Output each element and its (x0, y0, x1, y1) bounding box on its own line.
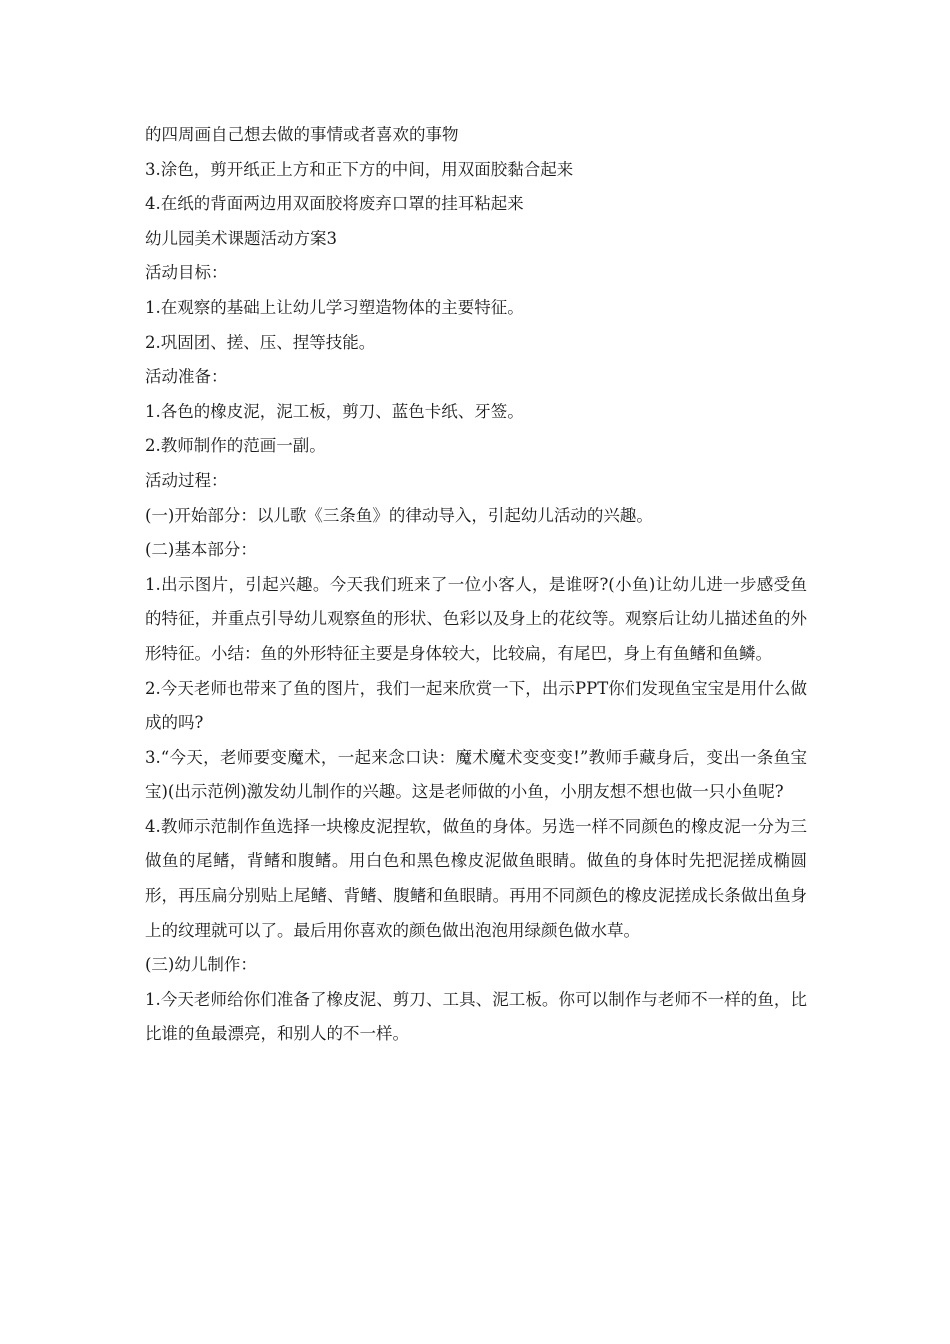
step-4-paragraph: 4.在纸的背面两边用双面胶将废弃口罩的挂耳粘起来 (145, 194, 524, 214)
goal-item-2: 2.巩固团、搓、压、捏等技能。 (145, 332, 376, 352)
paragraph-continuation: 的四周画自己想去做的事情或者喜欢的事物 (145, 125, 459, 144)
process-step-3: 3.“今天，老师要变魔术，一起来念口诀：魔术魔术变变变!”教师手藏身后，变出一条鱼宝宝)(出示范例)激发幼儿制作的兴趣。这是老师做的小鱼，小朋友想不想也做一只小鱼呢? (145, 747, 807, 802)
process-step-4: 4.教师示范制作鱼选择一块橡皮泥捏软，做鱼的身体。另选一样不同颜色的橡皮泥一分为三做鱼的尾鳍，背鳍和腹鳍。用白色和黑色橡皮泥做鱼眼睛。做鱼的身体时先把泥搓成椭圆形，再压扁分别贴上尾鳍、背鳍、腹鳍和鱼眼睛。再用不同颜色的橡皮泥搓成长条做出鱼身上的纹理就可以了。最后用你喜欢的颜色做出泡泡用绿颜色做水草。 (145, 816, 807, 940)
process-step-1: 1.出示图片，引起兴趣。今天我们班来了一位小客人，是谁呀?(小鱼)让幼儿进一步感受鱼的特征，并重点引导幼儿观察鱼的形状、色彩以及身上的花纹等。观察后让幼儿描述鱼的外形特征。小结：鱼的外形特征主要是身体较大，比较扁，有尾巴，身上有鱼鳍和鱼鳞。 (145, 574, 807, 663)
process-part-3-heading: (三)幼儿制作： (145, 955, 257, 975)
document-page (145, 118, 807, 1052)
section-title: 幼儿园美术课题活动方案3 (145, 228, 337, 248)
process-part-1: (一)开始部分：以儿歌《三条鱼》的律动导入，引起幼儿活动的兴趣。 (145, 505, 653, 525)
process-step-2: 2.今天老师也带来了鱼的图片，我们一起来欣赏一下，出示PPT你们发现鱼宝宝是用什么做成的吗? (145, 678, 807, 733)
goal-item-1: 1.在观察的基础上让幼儿学习塑造物体的主要特征。 (145, 297, 524, 317)
preparation-heading: 活动准备： (145, 367, 228, 387)
goals-heading: 活动目标： (145, 263, 228, 283)
process-heading: 活动过程： (145, 470, 228, 490)
process-part-2-heading: (二)基本部分： (145, 540, 257, 560)
preparation-item-2: 2.教师制作的范画一副。 (145, 436, 326, 456)
child-making-step-1: 1.今天老师给你们准备了橡皮泥、剪刀、工具、泥工板。你可以制作与老师不一样的鱼，比比谁的鱼最漂亮，和别人的不一样。 (145, 989, 807, 1044)
preparation-item-1: 1.各色的橡皮泥，泥工板，剪刀、蓝色卡纸、牙签。 (145, 401, 524, 421)
step-3-paragraph: 3.涂色，剪开纸正上方和正下方的中间，用双面胶黏合起来 (145, 159, 574, 179)
